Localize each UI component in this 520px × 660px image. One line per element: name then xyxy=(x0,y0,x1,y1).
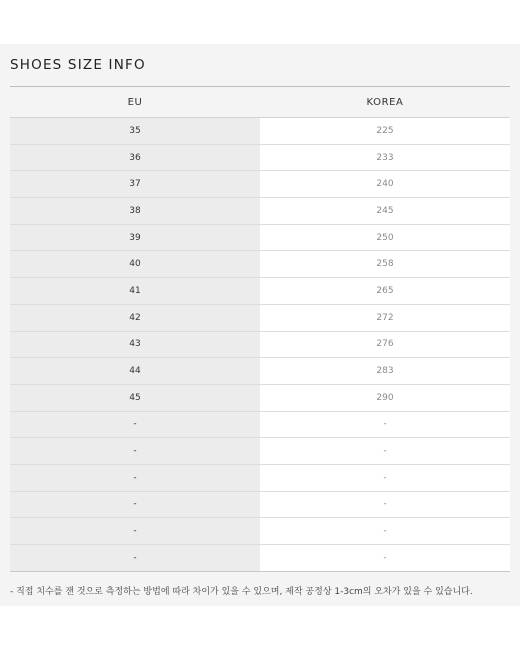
table-row xyxy=(10,331,510,358)
eu-size-cell: - xyxy=(10,464,260,491)
eu-size-cell: 35 xyxy=(10,118,260,145)
eu-size-cell: 42 xyxy=(10,304,260,331)
eu-size-cell: 36 xyxy=(10,144,260,171)
table-row xyxy=(10,518,510,545)
table-row xyxy=(10,278,510,305)
korea-size-cell: 240 xyxy=(260,171,510,198)
eu-size-cell: - xyxy=(10,545,260,572)
korea-size-cell: 250 xyxy=(260,224,510,251)
eu-size-cell: - xyxy=(10,438,260,465)
eu-size-cell: 39 xyxy=(10,224,260,251)
table-header-row xyxy=(10,87,510,118)
korea-size-cell: - xyxy=(260,491,510,518)
eu-size-cell: 37 xyxy=(10,171,260,198)
table-row xyxy=(10,491,510,518)
korea-size-cell: 283 xyxy=(260,358,510,385)
table-row xyxy=(10,358,510,385)
size-table xyxy=(10,86,510,572)
eu-size-cell: - xyxy=(10,491,260,518)
eu-size-cell: 44 xyxy=(10,358,260,385)
table-row xyxy=(10,411,510,438)
table-row xyxy=(10,384,510,411)
korea-size-cell: - xyxy=(260,438,510,465)
page-title: SHOES SIZE INFO xyxy=(10,57,146,73)
table-row xyxy=(10,118,510,145)
korea-size-cell: 245 xyxy=(260,198,510,225)
korea-size-cell: 233 xyxy=(260,144,510,171)
measurement-note: - 직접 치수를 잰 것으로 측정하는 방법에 따라 차이가 있을 수 있으며, 제작 공정상 1-3cm의 오차가 있을 수 있습니다. xyxy=(10,587,473,597)
table-row xyxy=(10,144,510,171)
korea-size-cell: - xyxy=(260,545,510,572)
korea-size-cell: 265 xyxy=(260,278,510,305)
korea-size-cell: 258 xyxy=(260,251,510,278)
table-row xyxy=(10,251,510,278)
table-row xyxy=(10,438,510,465)
table-row xyxy=(10,304,510,331)
eu-size-cell: 45 xyxy=(10,384,260,411)
korea-size-cell: - xyxy=(260,464,510,491)
eu-size-cell: 41 xyxy=(10,278,260,305)
korea-size-cell: - xyxy=(260,411,510,438)
table-row xyxy=(10,464,510,491)
table-row xyxy=(10,224,510,251)
column-header-eu: EU xyxy=(10,87,260,118)
korea-size-cell: 290 xyxy=(260,384,510,411)
korea-size-cell: - xyxy=(260,518,510,545)
eu-size-cell: 40 xyxy=(10,251,260,278)
korea-size-cell: 225 xyxy=(260,118,510,145)
table-row xyxy=(10,198,510,225)
korea-size-cell: 276 xyxy=(260,331,510,358)
table-row xyxy=(10,545,510,572)
eu-size-cell: - xyxy=(10,518,260,545)
korea-size-cell: 272 xyxy=(260,304,510,331)
column-header-korea: KOREA xyxy=(260,87,510,118)
eu-size-cell: - xyxy=(10,411,260,438)
eu-size-cell: 43 xyxy=(10,331,260,358)
table-row xyxy=(10,171,510,198)
eu-size-cell: 38 xyxy=(10,198,260,225)
